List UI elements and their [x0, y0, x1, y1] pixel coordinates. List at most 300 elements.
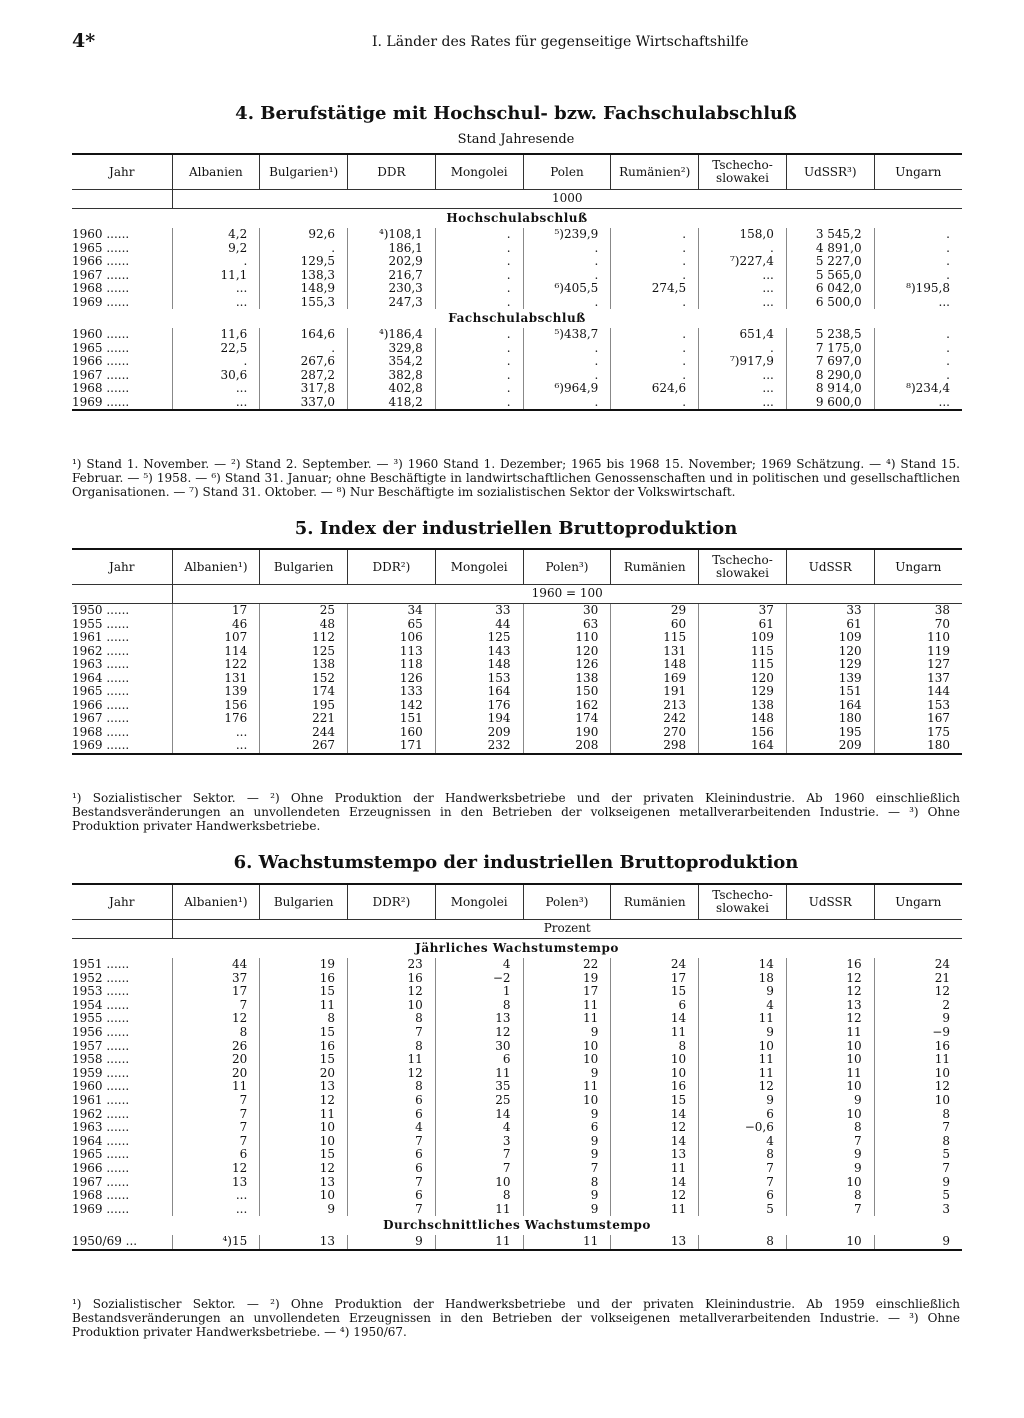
table-row: [72, 1148, 962, 1162]
column-header: Bulgarien: [260, 884, 348, 920]
cell-value: .: [435, 369, 523, 383]
row-year: 1969 ......: [72, 739, 172, 754]
cell-value: 1: [435, 985, 523, 999]
cell-value: .: [611, 296, 699, 310]
cell-value: 120: [699, 672, 787, 686]
cell-value: 11: [611, 1162, 699, 1176]
cell-value: 115: [611, 631, 699, 645]
cell-value: 7: [348, 1203, 436, 1217]
cell-value: 6: [172, 1148, 260, 1162]
cell-value: 9: [874, 1012, 962, 1026]
cell-value: 10: [786, 1040, 874, 1054]
table-6: [72, 883, 962, 1251]
table-row: [72, 396, 962, 411]
cell-value: 7: [435, 1148, 523, 1162]
cell-value: 164: [435, 685, 523, 699]
table-row: [72, 228, 962, 242]
cell-value: 12: [260, 1094, 348, 1108]
cell-value: ⁵)239,9: [523, 228, 611, 242]
table-row: [72, 739, 962, 754]
cell-value: 169: [611, 672, 699, 686]
cell-value: 9: [786, 1094, 874, 1108]
cell-value: .: [435, 269, 523, 283]
cell-value: 131: [172, 672, 260, 686]
cell-value: −2: [435, 972, 523, 986]
cell-value: 137: [874, 672, 962, 686]
cell-value: .: [611, 228, 699, 242]
cell-value: 7: [786, 1135, 874, 1149]
cell-value: 270: [611, 726, 699, 740]
row-year: 1950 ......: [72, 603, 130, 617]
cell-value: 7 175,0: [786, 342, 874, 356]
cell-value: 114: [172, 645, 260, 659]
cell-value: 37: [699, 604, 787, 618]
row-year: 1964 ......: [72, 1133, 130, 1148]
row-year: 1969 ......: [72, 396, 172, 411]
table-row: [72, 604, 962, 618]
cell-value: 11: [435, 1067, 523, 1081]
cell-value: 7: [874, 1162, 962, 1176]
cell-value: 143: [435, 645, 523, 659]
cell-value: 30: [435, 1040, 523, 1054]
row-year: 1966 ......: [72, 1160, 130, 1175]
row-year: 1960 ......: [72, 327, 130, 341]
cell-value: 131: [611, 645, 699, 659]
cell-value: 8: [435, 1189, 523, 1203]
column-header: UdSSR: [786, 884, 874, 920]
table-row: [72, 242, 962, 256]
cell-value: 139: [786, 672, 874, 686]
cell-value: 9: [348, 1235, 436, 1250]
row-year: 1965 ......: [72, 340, 130, 355]
cell-value: 15: [260, 1026, 348, 1040]
cell-value: 119: [874, 645, 962, 659]
table-row: [72, 296, 962, 310]
cell-value: 10: [699, 1040, 787, 1054]
cell-value: 20: [172, 1067, 260, 1081]
table-row: [72, 1094, 962, 1108]
cell-value: 11: [874, 1053, 962, 1067]
cell-value: .: [874, 242, 962, 256]
cell-value: .: [435, 396, 523, 411]
cell-value: 92,6: [260, 228, 348, 242]
cell-value: 23: [348, 958, 436, 972]
cell-value: 10: [611, 1067, 699, 1081]
table-row: [72, 972, 962, 986]
cell-value: 12: [435, 1026, 523, 1040]
cell-value: 10: [786, 1176, 874, 1190]
cell-value: 156: [699, 726, 787, 740]
cell-value: 6 500,0: [786, 296, 874, 310]
cell-value: 10: [786, 1080, 874, 1094]
cell-value: 9: [523, 1203, 611, 1217]
cell-value: 418,2: [348, 396, 436, 411]
cell-value: 14: [611, 1012, 699, 1026]
cell-value: 14: [611, 1135, 699, 1149]
cell-value: ...: [172, 1189, 260, 1203]
cell-value: 213: [611, 699, 699, 713]
cell-value: 8: [348, 1040, 436, 1054]
cell-value: 195: [786, 726, 874, 740]
cell-value: 8: [699, 1235, 787, 1250]
cell-value: ⁶)964,9: [523, 382, 611, 396]
cell-value: 10: [435, 1176, 523, 1190]
row-year: 1968 ......: [72, 724, 130, 739]
cell-value: 24: [611, 958, 699, 972]
cell-value: 65: [348, 618, 436, 632]
cell-value: 125: [435, 631, 523, 645]
cell-value: 8: [699, 1148, 787, 1162]
cell-value: 176: [172, 712, 260, 726]
cell-value: 151: [348, 712, 436, 726]
year-column-header: Jahr: [72, 549, 172, 585]
column-header: DDR²): [348, 549, 436, 585]
cell-value: 20: [260, 1067, 348, 1081]
table-row: [72, 255, 962, 269]
cell-value: 9 600,0: [786, 396, 874, 411]
cell-value: .: [611, 269, 699, 283]
row-year: 1964 ......: [72, 670, 130, 685]
cell-value: 6 042,0: [786, 282, 874, 296]
cell-value: 70: [874, 618, 962, 632]
cell-value: ...: [699, 282, 787, 296]
cell-value: 5 565,0: [786, 269, 874, 283]
row-year: 1960 ......: [72, 227, 130, 241]
cell-value: 4,2: [172, 228, 260, 242]
row-year: 1960 ......: [72, 1079, 130, 1094]
cell-value: 8: [348, 1012, 436, 1026]
table-row: [72, 1012, 962, 1026]
cell-value: .: [435, 242, 523, 256]
cell-value: 12: [260, 1162, 348, 1176]
cell-value: 7: [172, 1135, 260, 1149]
cell-value: 48: [260, 618, 348, 632]
cell-value: 148: [435, 658, 523, 672]
unit-label: 1000: [172, 190, 962, 209]
cell-value: 11: [786, 1067, 874, 1081]
cell-value: 17: [523, 985, 611, 999]
cell-value: 3 545,2: [786, 228, 874, 242]
cell-value: 61: [699, 618, 787, 632]
table-row: [72, 699, 962, 713]
cell-value: ⁴)186,4: [348, 328, 436, 342]
table-row: [72, 369, 962, 383]
cell-value: 22: [523, 958, 611, 972]
cell-value: 109: [786, 631, 874, 645]
column-header: Rumänien: [611, 549, 699, 585]
cell-value: 3: [435, 1135, 523, 1149]
column-header: Mongolei: [435, 154, 523, 190]
row-year: 1955 ......: [72, 616, 130, 631]
cell-value: 242: [611, 712, 699, 726]
cell-value: ⁷)227,4: [699, 255, 787, 269]
cell-value: .: [435, 382, 523, 396]
cell-value: 109: [699, 631, 787, 645]
row-year: 1967 ......: [72, 367, 130, 382]
cell-value: 13: [786, 999, 874, 1013]
cell-value: 44: [435, 618, 523, 632]
cell-value: 13: [435, 1012, 523, 1026]
column-header: Rumänien: [611, 884, 699, 920]
cell-value: 11: [523, 1080, 611, 1094]
column-header: Albanien¹): [172, 549, 260, 585]
cell-value: 17: [611, 972, 699, 986]
cell-value: .: [874, 328, 962, 342]
cell-value: 155,3: [260, 296, 348, 310]
cell-value: 125: [260, 645, 348, 659]
cell-value: 6: [348, 1148, 436, 1162]
cell-value: 176: [435, 699, 523, 713]
row-year: 1953 ......: [72, 984, 130, 999]
cell-value: 11: [435, 1235, 523, 1250]
column-header: Polen: [523, 154, 611, 190]
cell-value: 25: [435, 1094, 523, 1108]
cell-value: ...: [172, 396, 260, 411]
unit-row: [72, 920, 962, 939]
cell-value: 6: [699, 1108, 787, 1122]
row-year: 1968 ......: [72, 1188, 130, 1203]
cell-value: 8: [874, 1108, 962, 1122]
cell-value: 16: [260, 972, 348, 986]
cell-value: 14: [699, 958, 787, 972]
cell-value: 10: [874, 1067, 962, 1081]
unit-spacer: [72, 585, 172, 604]
cell-value: ...: [172, 739, 260, 754]
unit-spacer: [72, 190, 172, 209]
cell-value: 194: [435, 712, 523, 726]
cell-value: 15: [611, 985, 699, 999]
cell-value: 138,3: [260, 269, 348, 283]
row-year: 1967 ......: [72, 1174, 130, 1189]
table-row: [72, 1121, 962, 1135]
cell-value: 11: [699, 1053, 787, 1067]
cell-value: 7: [699, 1176, 787, 1190]
cell-value: 175: [874, 726, 962, 740]
cell-value: 8: [348, 1080, 436, 1094]
year-column-header: Jahr: [72, 154, 172, 190]
cell-value: .: [699, 242, 787, 256]
column-header: Albanien: [172, 154, 260, 190]
row-year: 1965 ......: [72, 1147, 130, 1162]
cell-value: 6: [348, 1162, 436, 1176]
cell-value: 12: [611, 1121, 699, 1135]
cell-value: 208: [523, 739, 611, 754]
cell-value: 337,0: [260, 396, 348, 411]
table-4: [72, 153, 962, 411]
row-year: 1963 ......: [72, 657, 130, 671]
cell-value: 186,1: [348, 242, 436, 256]
unit-row: [72, 190, 962, 209]
cell-value: 6: [611, 999, 699, 1013]
cell-value: 153: [874, 699, 962, 713]
cell-value: 133: [348, 685, 436, 699]
cell-value: .: [523, 355, 611, 369]
header-row: [72, 154, 962, 190]
cell-value: .: [435, 282, 523, 296]
cell-value: 12: [786, 972, 874, 986]
row-year: 1959 ......: [72, 1065, 130, 1080]
cell-value: 20: [172, 1053, 260, 1067]
cell-value: 126: [348, 672, 436, 686]
cell-value: 21: [874, 972, 962, 986]
table-row: [72, 618, 962, 632]
cell-value: 10: [348, 999, 436, 1013]
row-year: 1969 ......: [72, 294, 130, 309]
cell-value: 12: [348, 985, 436, 999]
cell-value: 22,5: [172, 342, 260, 356]
column-header: Tschecho- slowakei: [699, 549, 787, 585]
row-year: 1969 ......: [72, 1201, 130, 1216]
cell-value: 10: [611, 1053, 699, 1067]
column-header: Tschecho- slowakei: [699, 154, 787, 190]
column-header: Bulgarien¹): [260, 154, 348, 190]
cell-value: 15: [260, 1053, 348, 1067]
table-row: [72, 382, 962, 396]
row-year: 1966 ......: [72, 354, 130, 368]
row-year: 1955 ......: [72, 1011, 130, 1026]
cell-value: 8 914,0: [786, 382, 874, 396]
cell-value: .: [611, 242, 699, 256]
cell-value: 16: [260, 1040, 348, 1054]
cell-value: 191: [611, 685, 699, 699]
cell-value: 37: [172, 972, 260, 986]
cell-value: 138: [523, 672, 611, 686]
cell-value: ...: [874, 296, 962, 310]
cell-value: 12: [786, 1012, 874, 1026]
cell-value: 24: [874, 958, 962, 972]
cell-value: 7: [172, 1094, 260, 1108]
cell-value: 174: [260, 685, 348, 699]
table-row: [72, 658, 962, 672]
cell-value: .: [523, 369, 611, 383]
cell-value: 17: [172, 985, 260, 999]
cell-value: 13: [260, 1176, 348, 1190]
cell-value: 7: [786, 1203, 874, 1217]
cell-value: 9: [523, 1148, 611, 1162]
cell-value: 382,8: [348, 369, 436, 383]
unit-label: Prozent: [172, 920, 962, 939]
cell-value: −0,6: [699, 1121, 787, 1135]
cell-value: 9: [874, 1176, 962, 1190]
table-row: [72, 1162, 962, 1176]
cell-value: 156: [172, 699, 260, 713]
row-year: 1962 ......: [72, 643, 130, 658]
cell-value: ...: [699, 296, 787, 310]
row-year: 1961 ......: [72, 630, 130, 644]
cell-value: 11: [348, 1053, 436, 1067]
cell-value: 33: [435, 604, 523, 618]
cell-value: 11: [523, 1012, 611, 1026]
cell-value: .: [435, 355, 523, 369]
cell-value: 120: [786, 645, 874, 659]
cell-value: 9: [699, 1026, 787, 1040]
cell-value: .: [874, 228, 962, 242]
cell-value: .: [523, 242, 611, 256]
column-header: Tschecho- slowakei: [699, 884, 787, 920]
table-row: [72, 1040, 962, 1054]
cell-value: 6: [699, 1189, 787, 1203]
cell-value: 9: [523, 1189, 611, 1203]
cell-value: .: [874, 269, 962, 283]
cell-value: 8: [786, 1121, 874, 1135]
cell-value: 11: [260, 1108, 348, 1122]
cell-value: .: [523, 269, 611, 283]
cell-value: 10: [786, 1053, 874, 1067]
cell-value: 164: [786, 699, 874, 713]
cell-value: 317,8: [260, 382, 348, 396]
column-header: Bulgarien: [260, 549, 348, 585]
cell-value: 9: [523, 1026, 611, 1040]
cell-value: 138: [699, 699, 787, 713]
section-row: [72, 209, 962, 229]
cell-value: 16: [348, 972, 436, 986]
cell-value: 12: [786, 985, 874, 999]
cell-value: 6: [348, 1189, 436, 1203]
cell-value: 209: [435, 726, 523, 740]
cell-value: 8: [435, 999, 523, 1013]
row-year: 1962 ......: [72, 1106, 130, 1121]
cell-value: .: [523, 396, 611, 411]
section-row: [72, 1216, 962, 1235]
cell-value: 106: [348, 631, 436, 645]
cell-value: 651,4: [699, 328, 787, 342]
row-year: 1950/69 ...: [72, 1235, 172, 1250]
cell-value: 11: [435, 1203, 523, 1217]
cell-value: 10: [523, 1094, 611, 1108]
cell-value: .: [523, 342, 611, 356]
table-5: [72, 548, 962, 755]
cell-value: 2: [874, 999, 962, 1013]
cell-value: 113: [348, 645, 436, 659]
table-row: [72, 1080, 962, 1094]
cell-value: .: [260, 242, 348, 256]
cell-value: 9: [786, 1162, 874, 1176]
table-row: [72, 1235, 962, 1250]
cell-value: ⁸)234,4: [874, 382, 962, 396]
cell-value: 7: [348, 1135, 436, 1149]
row-year: 1965 ......: [72, 684, 130, 698]
cell-value: 12: [172, 1012, 260, 1026]
unit-row: [72, 585, 962, 604]
header-row: [72, 549, 962, 585]
cell-value: 112: [260, 631, 348, 645]
cell-value: .: [874, 255, 962, 269]
table-row: [72, 672, 962, 686]
cell-value: 232: [435, 739, 523, 754]
cell-value: 160: [348, 726, 436, 740]
cell-value: .: [611, 255, 699, 269]
column-header: Ungarn: [874, 154, 962, 190]
table-row: [72, 342, 962, 356]
cell-value: 115: [699, 658, 787, 672]
cell-value: 118: [348, 658, 436, 672]
cell-value: .: [172, 355, 260, 369]
cell-value: 12: [172, 1162, 260, 1176]
cell-value: 7: [172, 999, 260, 1013]
table-6-title: 6. Wachstumstempo der industriellen Bruttoproduktion: [233, 852, 799, 873]
row-year: 1952 ......: [72, 970, 130, 985]
cell-value: 9: [786, 1148, 874, 1162]
cell-value: 129,5: [260, 255, 348, 269]
table-row: [72, 685, 962, 699]
cell-value: 11: [699, 1067, 787, 1081]
table-row: [72, 631, 962, 645]
table-row: [72, 1108, 962, 1122]
cell-value: 10: [260, 1189, 348, 1203]
cell-value: 11: [611, 1026, 699, 1040]
cell-value: ...: [172, 296, 260, 310]
cell-value: 7: [348, 1176, 436, 1190]
